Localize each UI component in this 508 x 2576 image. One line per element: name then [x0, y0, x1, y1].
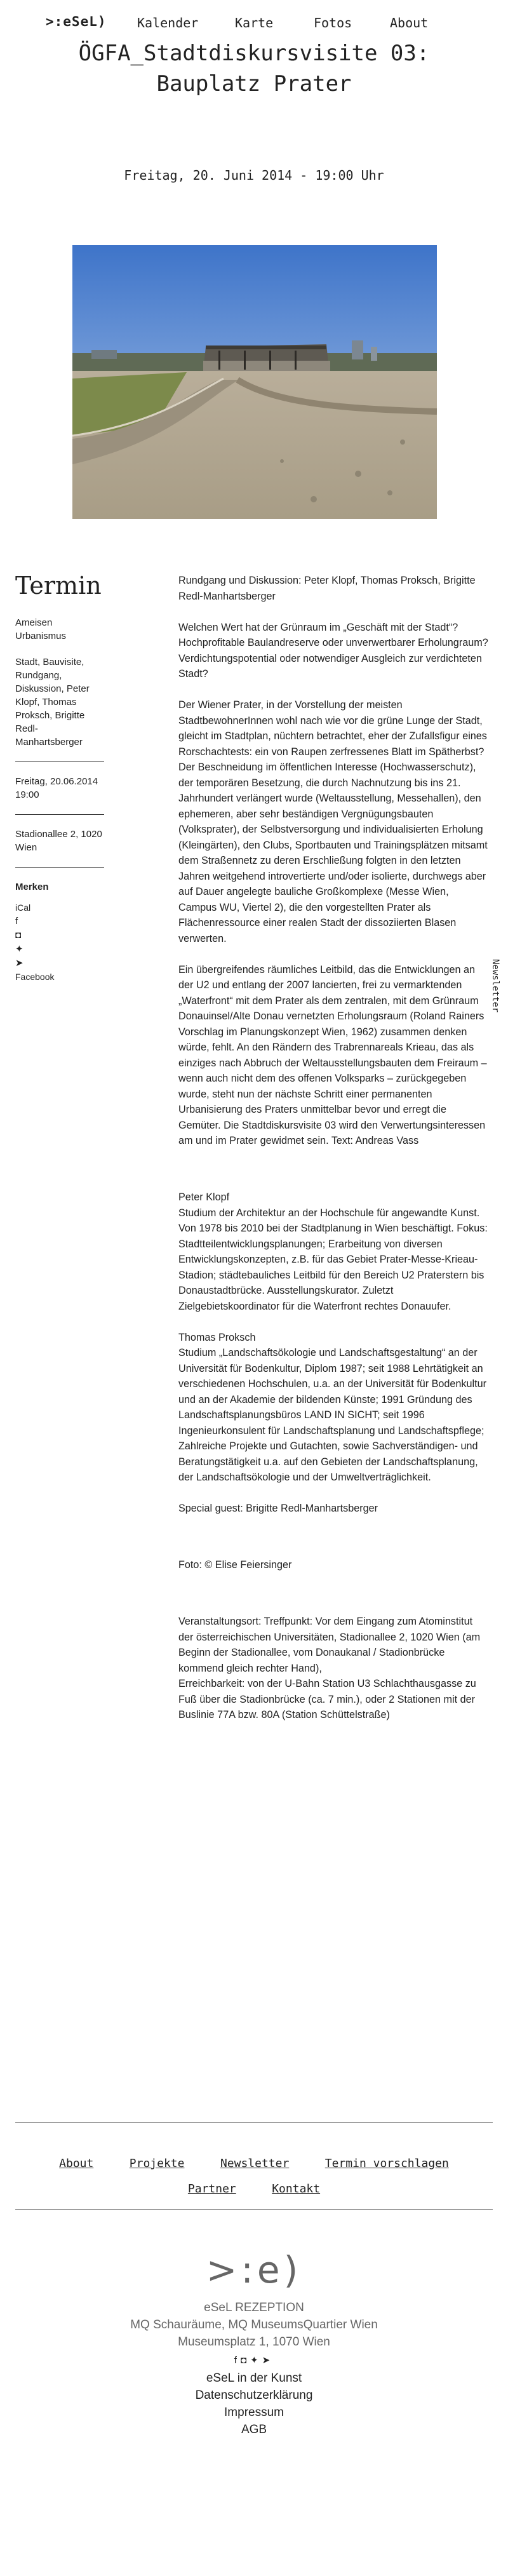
- footer-link-agb[interactable]: AGB: [241, 2423, 267, 2436]
- article-paragraph: Rundgang und Diskussion: Peter Klopf, Thomas Proksch, Brigitte Redl-Manhartsberger: [178, 575, 476, 602]
- tag-ameisen-urbanismus[interactable]: Ameisen Urbanismus: [15, 617, 67, 641]
- footer-partner[interactable]: Partner: [187, 2182, 236, 2196]
- venue-info: Veranstaltungsort: Treffpunkt: Vor dem Eingang zum Atominstitut der österreichischen Universitäten, Stadionallee 2, 1020 Wien (am Beginn der Stadionallee, vom Donaukanal / Stadionbrücke kommend gleich rechter Hand), Erreichbarkeit: von der U-Bahn Station U3 Schlachthausgasse zu Fuß über die Stadionbrücke (ca. 7 min.), oder 2 Stationen mit der Buslinie 77A bzw. 80A (Station Schüttelstraße): [178, 1616, 481, 1721]
- sidebar-heading: Termin: [15, 572, 102, 600]
- merken-button[interactable]: Merken: [15, 882, 49, 892]
- facebook-share-icon[interactable]: f: [15, 916, 18, 927]
- footer-divider: [15, 2122, 493, 2123]
- tag-list[interactable]: Stadt, Bauvisite, Rundgang, Diskussion, Peter Klopf, Thomas Proksch, Brigitte Redl-Manhartsberger: [15, 657, 90, 748]
- nav-kalender[interactable]: Kalender: [137, 15, 199, 30]
- org-address-2: Museumsplatz 1, 1070 Wien: [178, 2335, 330, 2349]
- bio-thomas-proksch: Thomas Proksch Studium „Landschaftsökologie und Landschaftsgestaltung“ an der Universität für Bodenkultur, Diplom 1987; seit 1988 Lehrtätigkeit an verschiedenen Hochschulen, u.a. an der Universität für Bodenkultur und an der Akademie der bildenden Künste; 1991 Gründung des Landschaftsplanungsbüros LAND IN SICHT; seit 1996 Ingenieurkonsulent für Landschaftsplanung und Landschaftspflege; Zahlreiche Projekte und Gutachten, sowie Sachverständigen- und Beratungstätigkeit u.a. auf den Gebieten der Landschaftsplanung, der Landschaftsökologie und der Umweltverträglichkeit.: [178, 1331, 487, 1483]
- event-date: Freitag, 20. Juni 2014 - 19:00 Uhr: [124, 168, 384, 183]
- facebook-icon[interactable]: f: [234, 2355, 241, 2366]
- footer-about[interactable]: About: [59, 2157, 94, 2170]
- event-photo: [72, 245, 437, 519]
- article-paragraph: Der Wiener Prater, in der Vorstellung der meisten StadtbewohnerInnen wohl nach wie vor die grüne Lunge der Stadt, gleicht im Stadtplan, nüchtern betrachtet, eher der Zufallsfigur eines Rorschachtests: ein von Raupen zerfressenes Blatt im Spätherbst? Der Beschneidung im öffentlichen Interesse (Hochwasserschutz), der temporären Besetzung, die durch Nachnutzung bis ins 21. Jahrhundert verlängert wurde (Weltausstellung, Messehallen), den ephemeren, aber sehr beständigen Vergnügungsbauten (Volksprater), der Selbstversorgung und individualisierten Erholung (Kleingärten), den Clubs, Sportbauten und Trainingsplätzen mitsamt dem Straßennetz zu deren Erschließung folgten in den letzten Jahren weitgehend introvertierte und/oder isolierte, durchwegs aber auf Dauer angelegte bauliche Großkomplexe (Messe Wien, Campus WU, Viertel 2), die den vorgestellten Prater als Flächenressource einer realen Stadt der dissoziierten Blasen verwerten.: [178, 699, 488, 944]
- ical-link[interactable]: iCal: [15, 902, 31, 913]
- footer-bottom: [0, 2248, 508, 2438]
- org-address-1: MQ Schauräume, MQ MuseumsQuartier Wien: [130, 2318, 378, 2331]
- twitter-icon[interactable]: ✦: [15, 944, 23, 955]
- top-nav: [0, 14, 508, 33]
- footer-kontakt[interactable]: Kontakt: [272, 2182, 321, 2196]
- article-paragraph: Ein übergreifendes räumliches Leitbild, das die Entwicklungen an der U2 und entlang der 2007 lancierten, frei zu vermarktenden „Waterfront“ mit dem Prater als dem zentralen, mit dem Grünraum Donauinsel/Alte Donau vernetzten Erholungsraum (Roland Rainers Vorschlag im Planungskonzept Wien, 1962) zusammen denken würde, fehlt. An den Rändern des Trabrennareals Krieau, das als einziges nach Abbruch der Weltausstellungsbauten dem Freiraum – wenn auch nicht dem des offenen Volksparks – zurückgegeben wurde, steht nun der nächste Schritt einer permanenten Urbanisierung des Praters unmittelbar bevor und erregt die Gemüter. Die Stadtdiskursvisite 03 wird den Verwertungsinteressen am und im Prater gewidmet sein. Text: Andreas Vass: [178, 963, 487, 1146]
- newsletter-tab[interactable]: Newsletter: [490, 959, 500, 1013]
- footer-projekte[interactable]: Projekte: [129, 2157, 185, 2170]
- twitter-icon[interactable]: ✦: [250, 2355, 262, 2366]
- page-title: ÖGFA_Stadtdiskursvisite 03: Bauplatz Prater: [78, 41, 430, 97]
- telegram-icon[interactable]: ➤: [262, 2355, 274, 2366]
- sidebar-date: Freitag, 20.06.2014 19:00: [15, 776, 98, 800]
- footer-link-esel-kunst[interactable]: eSeL in der Kunst: [206, 2371, 302, 2385]
- bio-peter-klopf: Peter Klopf Studium der Architektur an der Hochschule für angewandte Kunst. Von 1978 bis 2010 bei der Stadtplanung in Wien beschäftigt. Fokus: Stadtteilentwicklungsplanungen; Erarbeitung von diversen Entwicklungskonzepten, z.B. für das Gebiet Prater-Messe-Krieau-Stadion; städtebauliches Leitbild für den Bereich U2 Praterstern bis Donaustadtbrücke. Ausstellungskurator. Zuletzt Zielgebietskoordinator für die Waterfront rechtes Donauufer.: [178, 1191, 488, 1312]
- event-sidebar: [15, 572, 104, 984]
- article-body: [178, 573, 490, 1738]
- nav-about[interactable]: About: [390, 15, 429, 30]
- site-logo[interactable]: >:eSeL): [46, 14, 107, 29]
- footer-link-impressum[interactable]: Impressum: [224, 2406, 284, 2419]
- divider: [15, 761, 104, 762]
- nav-fotos[interactable]: Fotos: [314, 15, 352, 30]
- telegram-icon[interactable]: ➤: [15, 958, 23, 969]
- footer-link-datenschutz[interactable]: Datenschutzerklärung: [195, 2389, 313, 2402]
- sidebar-location[interactable]: Stadionallee 2, 1020 Wien: [15, 829, 102, 853]
- divider: [15, 867, 104, 868]
- footer-logo[interactable]: >:e): [206, 2248, 302, 2291]
- footer-termin-vorschlagen[interactable]: Termin vorschlagen: [324, 2157, 449, 2170]
- instagram-icon[interactable]: ◘: [15, 930, 22, 941]
- instagram-icon[interactable]: ◘: [240, 2355, 251, 2366]
- footer-newsletter[interactable]: Newsletter: [220, 2157, 290, 2170]
- footer-divider: [15, 2209, 493, 2210]
- social-icons: [0, 2354, 508, 2366]
- facebook-link[interactable]: Facebook: [15, 972, 55, 982]
- article-paragraph: Welchen Wert hat der Grünraum im „Geschäft mit der Stadt“? Hochprofitable Baulandreserve oder unverwertbarer Erholungraum? Verdichtungspotential oder notwendiger Ausgleich zur verdichteten Stadt?: [178, 621, 488, 680]
- photo-credit: Foto: © Elise Feiersinger: [178, 1559, 292, 1571]
- footer-links: [0, 2157, 508, 2170]
- org-name: eSeL REZEPTION: [204, 2301, 304, 2314]
- footer-links-row2: [0, 2182, 508, 2196]
- special-guest: Special guest: Brigitte Redl-Manhartsberger: [178, 1503, 378, 1514]
- nav-karte[interactable]: Karte: [235, 15, 274, 30]
- divider: [15, 814, 104, 815]
